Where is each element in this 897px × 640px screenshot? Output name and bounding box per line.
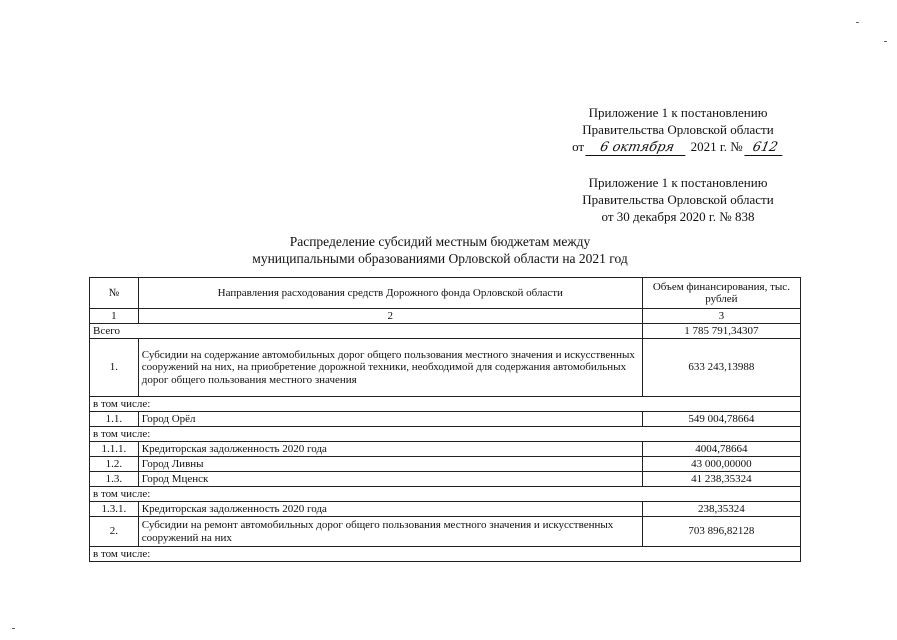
- table-row: [90, 517, 801, 547]
- subsidy-table: [89, 277, 801, 562]
- row-name: Кредиторская задолженность 2020 года: [138, 442, 642, 457]
- annex-header-old: [528, 174, 828, 225]
- annex-line: Приложение 1 к постановлению: [588, 175, 768, 190]
- total-label: Всего: [90, 324, 643, 339]
- scan-speck: [856, 22, 859, 23]
- column-number: 3: [642, 309, 800, 324]
- row-number: 1.3.: [90, 472, 139, 487]
- annex-line: Правительства Орловской области: [582, 192, 774, 207]
- column-number-row: [90, 309, 801, 324]
- in-that-label: в том числе:: [90, 487, 801, 502]
- title-line: Распределение субсидий местным бюджетам между: [289, 234, 591, 249]
- annex-line: Приложение 1 к постановлению: [588, 105, 768, 120]
- row-number: 2.: [90, 517, 139, 547]
- row-name: Город Ливны: [138, 457, 642, 472]
- in-that-label: в том числе:: [90, 547, 801, 562]
- in-that-label: в том числе:: [90, 427, 801, 442]
- table-row: [90, 412, 801, 427]
- total-row: [90, 324, 801, 339]
- table-row: [90, 502, 801, 517]
- row-number: 1.1.: [90, 412, 139, 427]
- row-number: 1.2.: [90, 457, 139, 472]
- column-number: 2: [138, 309, 642, 324]
- table-row: [90, 339, 801, 397]
- table-row: [90, 457, 801, 472]
- annex-year: 2021 г. №: [690, 139, 743, 154]
- handwritten-date: 6 октября: [586, 140, 689, 156]
- row-value: 43 000,00000: [642, 457, 800, 472]
- subheading-row: [90, 427, 801, 442]
- annex-ot: от: [572, 139, 585, 154]
- scan-speck: [12, 628, 15, 629]
- row-value: 703 896,82128: [642, 517, 800, 547]
- row-number: 1.: [90, 339, 139, 397]
- row-value: 633 243,13988: [642, 339, 800, 397]
- row-name: Кредиторская задолженность 2020 года: [138, 502, 642, 517]
- document-title: [180, 233, 700, 267]
- header-direction: Направления расходования средств Дорожного фонда Орловской области: [138, 278, 642, 309]
- subheading-row: [90, 487, 801, 502]
- annex-header-new: [528, 104, 828, 156]
- row-name: Город Мценск: [138, 472, 642, 487]
- subheading-row: [90, 547, 801, 562]
- scan-speck: [884, 41, 887, 42]
- column-number: 1: [90, 309, 139, 324]
- row-number: 1.3.1.: [90, 502, 139, 517]
- row-name: Субсидии на ремонт автомобильных дорог общего пользования местного значения и искусственных сооружений на них: [138, 517, 642, 547]
- row-value: 4004,78664: [642, 442, 800, 457]
- annex-line: Правительства Орловской области: [582, 122, 774, 137]
- table-row: [90, 472, 801, 487]
- handwritten-number: 612: [744, 140, 785, 156]
- row-value: 549 004,78664: [642, 412, 800, 427]
- total-value: 1 785 791,34307: [642, 324, 800, 339]
- annex-date-line: [528, 138, 828, 156]
- header-amount: Объем финансирования, тыс. рублей: [642, 278, 800, 309]
- subheading-row: [90, 397, 801, 412]
- row-name: Город Орёл: [138, 412, 642, 427]
- row-value: 41 238,35324: [642, 472, 800, 487]
- in-that-label: в том числе:: [90, 397, 801, 412]
- row-value: 238,35324: [642, 502, 800, 517]
- annex-line: от 30 декабря 2020 г. № 838: [601, 209, 755, 224]
- title-line: муниципальными образованиями Орловской области на 2021 год: [252, 251, 628, 266]
- table-row: [90, 442, 801, 457]
- table-header-row: [90, 278, 801, 309]
- row-number: 1.1.1.: [90, 442, 139, 457]
- row-name: Субсидии на содержание автомобильных дорог общего пользования местного значения и искусственных сооружений на них, на приобретение дорожной техники, необходимой для содержания автомобильных дорог общего пользования местного значения: [138, 339, 642, 397]
- header-number: №: [90, 278, 139, 309]
